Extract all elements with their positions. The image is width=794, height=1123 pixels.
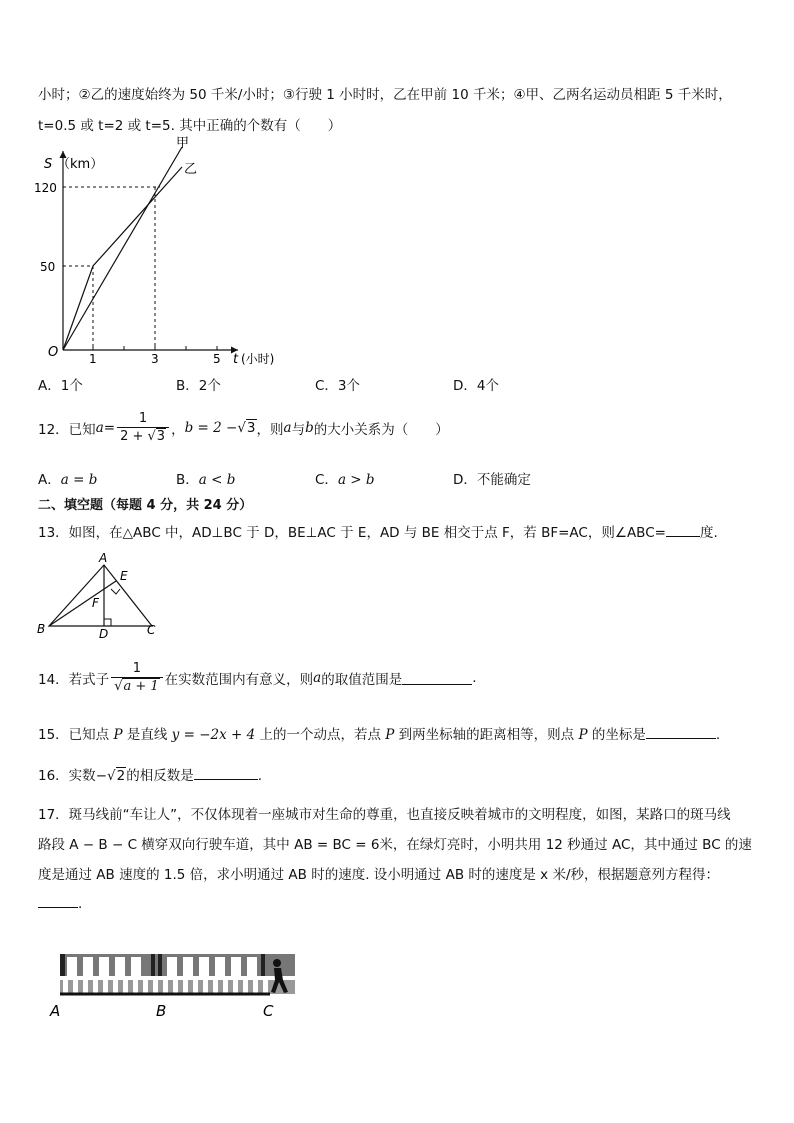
- section-2-title: 二、填空题（每题 4 分，共 24 分）: [38, 498, 253, 513]
- q14-post2: 的取值范围是: [321, 671, 403, 688]
- line-jia: [63, 147, 182, 350]
- q14-post: 在实数范围内有意义，则: [164, 671, 314, 688]
- q12-b-rad: 3: [246, 420, 256, 436]
- label-B: B: [37, 622, 46, 636]
- q16-answer-blank: [194, 765, 258, 780]
- q14-frac-den-rad: a + 1: [123, 679, 159, 694]
- crosswalk-label-A: A: [50, 1002, 61, 1020]
- q12-option-d: D．不能确定: [453, 472, 531, 488]
- q14-text: [38, 660, 477, 695]
- q12-tail-a: a: [283, 419, 292, 436]
- crosswalk-label-C: C: [263, 1002, 274, 1020]
- y-tick-120: 120: [34, 181, 57, 195]
- y-tick-50: 50: [40, 260, 56, 274]
- q12-frac-den-pre: 2 +: [120, 429, 148, 444]
- q17-line2: 路段 A − B − C 横穿双向行驶车道，其中 AB = BC = 6米，在绿灯亮时，小明共用 12 秒通过 AC，其中通过 BC 的速: [38, 837, 752, 853]
- q12-fraction: [117, 410, 169, 445]
- line-yi-label: 乙: [184, 162, 198, 177]
- line-jia-label: 甲: [176, 136, 190, 151]
- q14-frac-num: 1: [111, 660, 162, 678]
- q12-tail-3: 的大小关系为（ ）: [313, 421, 449, 438]
- q12-option-a: A．a = b: [38, 472, 98, 488]
- q14-pre: 14．若式子: [38, 671, 110, 688]
- q13-answer-blank: [666, 522, 700, 537]
- q17-line1: 17．斑马线前“车让人”，不仅体现着一座城市对生命的尊重，也直接反映着城市的文明程度，如图，某路口的斑马线: [38, 807, 731, 823]
- line-yi: [63, 167, 182, 350]
- q12-number: 12．已知: [38, 421, 96, 438]
- q15-answer-blank: [646, 724, 716, 739]
- q13-text: [38, 521, 718, 541]
- t-axis-unit: (小时): [241, 352, 275, 366]
- q12-comma: ，: [171, 421, 185, 438]
- q12-frac-num: 1: [117, 410, 169, 428]
- q12-tail-2: 与: [291, 421, 306, 438]
- q11-option-a: A．1个: [38, 378, 83, 394]
- q11-text-line1: 小时；②乙的速度始终为 50 千米/小时；③行驶 1 小时时，乙在甲前 10 千米；④甲、乙两名运动员相距 5 千米时，: [38, 87, 732, 103]
- crosswalk-figure: [45, 950, 305, 1024]
- q11-option-d: D．4个: [453, 378, 499, 394]
- q12-tail-1: ，则: [256, 421, 284, 438]
- q11-text-line2: t=0.5 或 t=2 或 t=5. 其中正确的个数有（ ）: [38, 118, 342, 134]
- x-tick-3: 3: [151, 352, 159, 366]
- q17-answer-line: .: [38, 893, 82, 912]
- q14-var: a: [313, 669, 322, 686]
- q12-option-c: C．a > b: [315, 472, 375, 488]
- distance-time-graph: [30, 135, 290, 370]
- t-axis-label: t: [233, 352, 239, 367]
- q12-frac-den: 2 + √3: [120, 429, 166, 444]
- label-C: C: [147, 623, 156, 637]
- label-D: D: [99, 627, 109, 640]
- triangle-figure: [34, 548, 162, 640]
- q12-var-a: a: [95, 419, 104, 436]
- q14-fraction: [111, 660, 162, 695]
- q14-end: .: [472, 669, 477, 686]
- q15-text: 15．已知点 P 是直线 y = −2x + 4 上的一个动点，若点 P 到两坐标轴的距离相等，则点 P 的坐标是 .: [38, 723, 720, 743]
- q16-radicand: 2: [116, 768, 126, 784]
- q14-frac-den: √a + 1: [114, 679, 159, 694]
- q12-frac-den-rad: 3: [156, 429, 166, 444]
- q13-tail: 度.: [699, 525, 718, 541]
- q11-option-c: C．3个: [315, 378, 361, 394]
- q13-stem: 13．如图，在△ABC 中，AD⊥BC 于 D，BE⊥AC 于 E，AD 与 BE 相交于点 F，若 BF=AC，则∠ABC=: [38, 525, 666, 541]
- x-tick-1: 1: [89, 352, 97, 366]
- label-F: F: [92, 596, 99, 610]
- origin-label: O: [48, 345, 59, 360]
- q12-tail-b: b: [305, 419, 314, 436]
- crosswalk-label-B: B: [156, 1002, 167, 1020]
- label-A: A: [99, 551, 108, 565]
- q14-answer-blank: [402, 670, 472, 685]
- x-tick-5: 5: [213, 352, 221, 366]
- q12-stem: 12．已知 a = $\frac{1}{2 + √3}$ ， b = 2 − √ 3 ，则 a 与 b 的大小关系为（ ）: [38, 411, 449, 444]
- q12-b-expr: b = 2 −: [184, 419, 238, 436]
- q17-answer-blank: [38, 893, 78, 908]
- q15-line-equation: y = −2x + 4: [171, 727, 256, 743]
- q12-option-b: B．a < b: [176, 472, 236, 488]
- s-axis-label: S: [44, 157, 53, 172]
- q12-equals: =: [103, 419, 116, 436]
- label-E: E: [120, 569, 128, 583]
- q16-text: 16．实数−√2的相反数是 .: [38, 764, 262, 784]
- q11-option-b: B．2个: [176, 378, 221, 394]
- q17-line3: 度是通过 AB 速度的 1.5 倍，求小明通过 AB 时的速度. 设小明通过 AB 时的速度是 x 米/秒，根据题意列方程得：: [38, 867, 719, 883]
- s-axis-unit: （km）: [57, 157, 104, 172]
